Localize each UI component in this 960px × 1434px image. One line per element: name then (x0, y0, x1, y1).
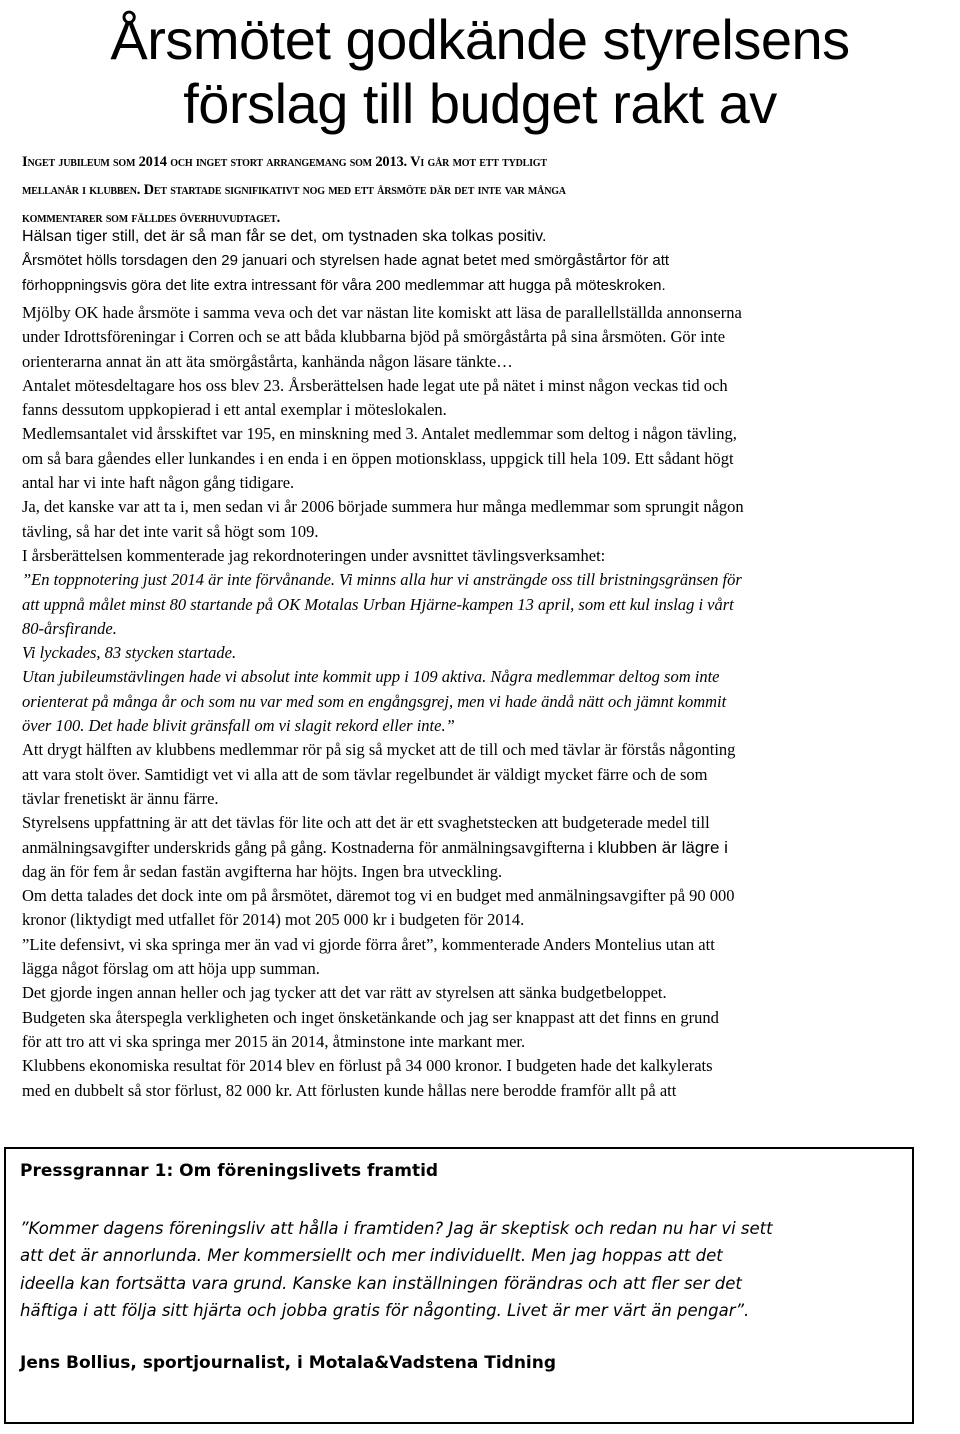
body-line: I årsberättelsen kommenterade jag rekordnoteringen under avsnittet tävlingsverksamhet: (22, 545, 606, 565)
body-line: under Idrottsföreningar i Corren och se att båda klubbarna bjöd på smörgåstårta på sina årsmöten. Gör inte (22, 327, 726, 347)
quote-line: över 100. Det hade blivit gränsfall om vi slagit rekord eller inte.” (22, 716, 455, 736)
quote-line: 80-årsfirande. (22, 618, 117, 638)
body-text: anmälningsavgifter underskrids gång på gång. Kostnaderna för anmälningsavgifterna i (22, 837, 598, 857)
body-line: dag än för fem år sedan fastän avgifterna har höjts. Ingen bra utveckling. (22, 861, 503, 881)
body-line: Klubbens ekonomiska resultat för 2014 blev en förlust på 34 000 kronor. I budgeten hade det kalkylerats (22, 1056, 713, 1076)
body-line: ”Lite defensivt, vi ska springa mer än vad vi gjorde förra året”, kommenterade Anders Montelius utan att (22, 934, 715, 954)
box-signature: Jens Bollius, sportjournalist, i Motala&Vadstena Tidning (20, 1353, 557, 1373)
box-quote (20, 1215, 905, 1324)
box-title: Pressgrannar 1: Om föreningslivets framtid (20, 1161, 439, 1181)
body-line: orienterarna annat än att äta smörgåstårta, kanhända någon läsare tänkte… (22, 351, 513, 371)
ingress-line: kommentarer som fälldes överhuvudtaget. (22, 210, 281, 226)
body-text: klubben är lägre i (597, 837, 728, 857)
box-quote-line: ”Kommer dagens föreningsliv att hålla i framtiden? Jag är skeptisk och redan nu har vi sett (20, 1219, 773, 1238)
body-line: fanns dessutom uppkopierad i ett antal exemplar i möteslokalen. (22, 400, 447, 420)
body-line: Årsmötet hölls torsdagen den 29 januari och styrelsen hade agnat betet med smörgåstårtor för att (22, 252, 670, 269)
quote-line: ”En toppnotering just 2014 är inte förvånande. Vi minns alla hur vi ansträngde oss till bristningsgränsen för (22, 570, 742, 590)
ingress-line: mellanår i klubben. Det startade signifikativt nog med ett årsmöte där det inte var många (22, 182, 566, 198)
lead-paragraph: Hälsan tiger still, det är så man får se det, om tystnaden ska tolkas positiv. (22, 228, 547, 245)
body-sans (22, 249, 950, 298)
body-line: för att tro att vi ska springa mer 2015 än 2014, åtminstone inte markant mer. (22, 1031, 526, 1051)
body-serif (22, 301, 950, 1103)
body-line: tävling, så har det inte varit så högt som 109. (22, 521, 319, 541)
body-line: tävlar frenetiskt är ännu färre. (22, 788, 219, 808)
body-line: Ja, det kanske var att ta i, men sedan vi år 2006 började summera hur många medlemmar som sprungit någon (22, 497, 744, 517)
headline (0, 8, 960, 136)
quote-line: Vi lyckades, 83 stycken startade. (22, 643, 237, 663)
body-line: kronor (liktydigt med utfallet för 2014) mot 205 000 kr i budgeten för 2014. (22, 910, 525, 930)
body-line: Styrelsens uppfattning är att det tävlas för lite och att det är ett svaghetstecken att budgeterade medel till (22, 813, 710, 833)
body-line: Mjölby OK hade årsmöte i samma veva och det var nästan lite komiskt att läsa de parallellställda annonserna (22, 303, 742, 322)
body-line: antal har vi inte haft någon gång tidigare. (22, 473, 295, 493)
headline-line: förslag till budget rakt av (183, 72, 777, 135)
body-line: med en dubbelt så stor förlust, 82 000 kr. Att förlusten kunde hållas nere berodde framför allt på att (22, 1080, 677, 1100)
headline-line: Årsmötet godkände styrelsens (110, 8, 850, 71)
body-line: Att drygt hälften av klubbens medlemmar rör på sig så mycket att de till och med tävlar är förstås någonting (22, 740, 736, 760)
box-quote-line: ideella kan fortsätta vara grund. Kanske kan inställningen förändras och att fler ser det (20, 1273, 742, 1293)
box-quote-line: häftiga i att följa sitt hjärta och jobba gratis för någonting. Livet är mer värt än pengar”. (20, 1300, 750, 1320)
quote-line: att uppnå målet minst 80 startande på OK Motalas Urban Hjärne-kampen 13 april, som ett kul inslag i vårt (22, 594, 734, 614)
body-line: Medlemsantalet vid årsskiftet var 195, en minskning med 3. Antalet medlemmar som deltog i någon tävling, (22, 424, 737, 444)
body-line: om så bara gåendes eller lunkandes i en enda i en öppen motionsklass, uppgick till hela 109. Ett sådant högt (22, 448, 734, 468)
body-line: Budgeten ska återspegla verkligheten och inget önsketänkande och jag ser knappast att det finns en grund (22, 1007, 719, 1027)
body-line: Det gjorde ingen annan heller och jag tycker att det var rätt av styrelsen att sänka budgetbeloppet. (22, 983, 667, 1003)
quote-line: Utan jubileumstävlingen hade vi absolut inte kommit upp i 109 aktiva. Några medlemmar deltog som inte (22, 667, 720, 687)
ingress-line: Inget jubileum som 2014 och inget stort arrangemang som 2013. Vi går mot ett tydligt (22, 154, 547, 170)
body-line: lägga något förslag om att höja upp summan. (22, 959, 320, 979)
ingress (22, 148, 952, 232)
body-line: förhoppningsvis göra det lite extra intressant för våra 200 medlemmar att hugga på möteskroken. (22, 276, 666, 294)
body-line: Om detta talades det dock inte om på årsmötet, däremot tog vi en budget med anmälningsavgifter på 90 000 (22, 886, 735, 906)
quote-line: orienterat på många år och som nu var med som en engångsgrej, men vi hade ändå nätt och jämnt kommit (22, 691, 727, 711)
pressgrannar-box (4, 1147, 914, 1424)
body-line: att vara stolt över. Samtidigt vet vi alla att de som tävlar regelbundet är väldigt mycket färre och de som (22, 764, 708, 784)
body-line: Antalet mötesdeltagare hos oss blev 23. Årsberättelsen hade legat ute på nätet i minst någon veckas tid och (22, 375, 728, 395)
box-quote-line: att det är annorlunda. Mer kommersiellt och mer individuellt. Men jag hoppas att det (20, 1246, 723, 1266)
body-line-mixed (22, 836, 950, 860)
